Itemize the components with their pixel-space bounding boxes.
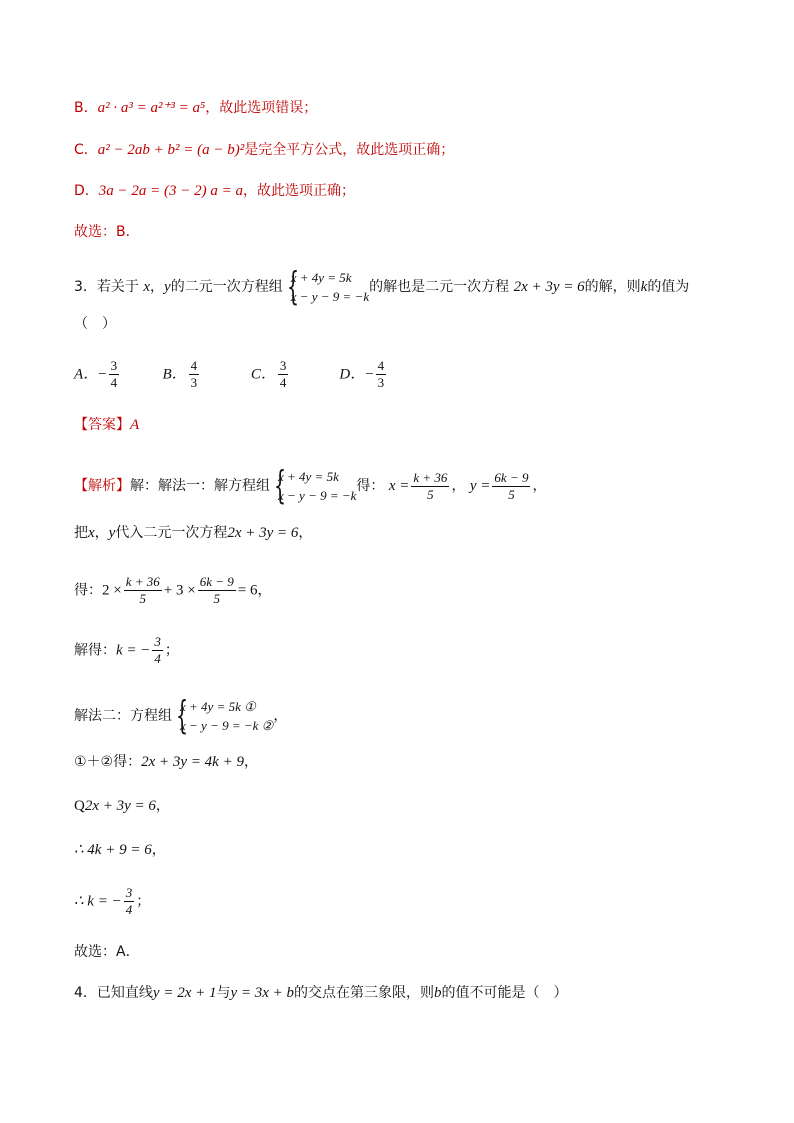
q3-system-eq2: x − y − 9 = −k [290, 289, 370, 304]
q3-tail: 的值为 [647, 279, 690, 295]
y-fraction: $\frac{6k - 9}{5}$ [494, 469, 529, 502]
option-c-text: 是完全平方公式，故此选项正确； [244, 142, 455, 158]
fraction-1: $\frac{k + 36}{5}$ [125, 574, 160, 606]
option-c-formula: a² − 2ab + b² = (a − b)² [97, 142, 245, 158]
q3-var-x: x [143, 279, 151, 295]
selection-b: 故选：B． [74, 224, 140, 240]
q3-prefix: 3．若关于 [74, 279, 139, 295]
q3-mid3: 的解，则 [584, 279, 641, 295]
option-d-formula: 3a − 2a = (3 − 2) a = a [98, 183, 244, 199]
x-equals: x = [388, 478, 410, 494]
option-b-text: ，故此选项错误； [205, 100, 318, 116]
solve-k-line: 解得：k = − $\frac{3}{4}$ ； [74, 634, 179, 666]
q3-paren: （ ） [74, 316, 116, 332]
because-symbol: Q [74, 798, 85, 814]
selection-a: 故选：A． [74, 944, 140, 960]
option-d-label: D． [74, 183, 99, 199]
analysis-label: 【解析】 [74, 478, 130, 494]
option-b-explanation [74, 98, 317, 118]
x-fraction: $\frac{k + 36}{5}$ [413, 469, 448, 502]
option-c-fraction: $\frac{3}{4}$ [279, 358, 287, 390]
q3-mid: 的二元一次方程组 [170, 279, 283, 295]
answer-label: 【答案】 [74, 417, 130, 433]
analysis-intro: 解：解法一：解方程组 [130, 478, 270, 494]
option-b-label: B． [74, 100, 98, 116]
answer-line [74, 415, 139, 435]
brace-icon: { [274, 463, 287, 507]
answer-value: A [130, 417, 140, 433]
option-b-formula: a² · a³ = a²⁺³ = a⁵ [97, 100, 206, 116]
option-c[interactable]: C． $\frac{3}{4}$ [250, 358, 287, 390]
add-equations-line: ①＋②得：2x + 3y = 4k + 9， [74, 754, 258, 770]
q3-var-y: y [164, 279, 171, 295]
option-c-label: C． [74, 142, 98, 158]
therefore-line-1: ∴ 4k + 9 = 6， [74, 842, 166, 858]
option-a-fraction: $\frac{3}{4}$ [110, 358, 118, 390]
substitution-equation: 得：2 × $\frac{k + 36}{5}$ + 3 × $\frac{6k - 9}{5}$ = 6， [74, 574, 272, 606]
fraction-2: $\frac{6k - 9}{5}$ [199, 574, 234, 606]
option-b-fraction: $\frac{4}{3}$ [190, 358, 198, 390]
t2-fraction: $\frac{3}{4}$ [125, 885, 133, 917]
brace-icon: { [286, 264, 299, 308]
question-4-stem: 4．已知直线y = 2x + 1与y = 3x + b的交点在第三象限，则b的值不可能是（ ） [74, 985, 568, 1001]
brace-icon: { [176, 693, 189, 737]
option-d[interactable]: D．− $\frac{4}{3}$ [339, 358, 385, 390]
option-a[interactable]: A．− $\frac{3}{4}$ [74, 358, 118, 390]
q3-options [74, 358, 423, 391]
option-c-explanation [74, 140, 454, 160]
therefore-line-2: ∴ k = − $\frac{3}{4}$ ； [74, 885, 151, 917]
option-d-explanation [74, 181, 355, 201]
q3-comma: ， [150, 279, 165, 295]
option-b[interactable]: B． $\frac{4}{3}$ [162, 358, 198, 390]
option-d-fraction: $\frac{4}{3}$ [377, 358, 385, 390]
q3-var-k: k [640, 279, 648, 295]
q3-mid2: 的解也是二元一次方程 [369, 279, 510, 295]
method2-equation-system: { x + 4y = 5k ① x − y − 9 = −k ② [176, 693, 274, 737]
analysis-equation-system: { x + 4y = 5k x − y − 9 = −k [274, 463, 357, 507]
analysis-method-1: 【解析】解：解法一：解方程组 { x + 4y = 5k x − y − 9 = −k 得： x = $\frac{k + 36}{5}$ ， y = $\frac{6k - 9}{5}$ ， [74, 463, 547, 507]
option-d-text: ，故此选项正确； [243, 183, 356, 199]
q3-system-eq1: x + 4y = 5k [290, 270, 352, 285]
q3-equation: 2x + 3y = 6 [513, 279, 585, 295]
k-fraction: $\frac{3}{4}$ [154, 634, 161, 666]
question-3-stem [74, 264, 690, 308]
y-equals: y = [469, 478, 491, 494]
substitute-line: 把x，y代入二元一次方程2x + 3y = 6， [74, 525, 313, 541]
analysis-got: 得： [356, 478, 385, 494]
analysis-method-2: 解法二：方程组 { x + 4y = 5k ① x − y − 9 = −k ② ， [74, 693, 288, 737]
given-line: Q2x + 3y = 6， [74, 798, 170, 814]
q3-equation-system [283, 264, 370, 308]
